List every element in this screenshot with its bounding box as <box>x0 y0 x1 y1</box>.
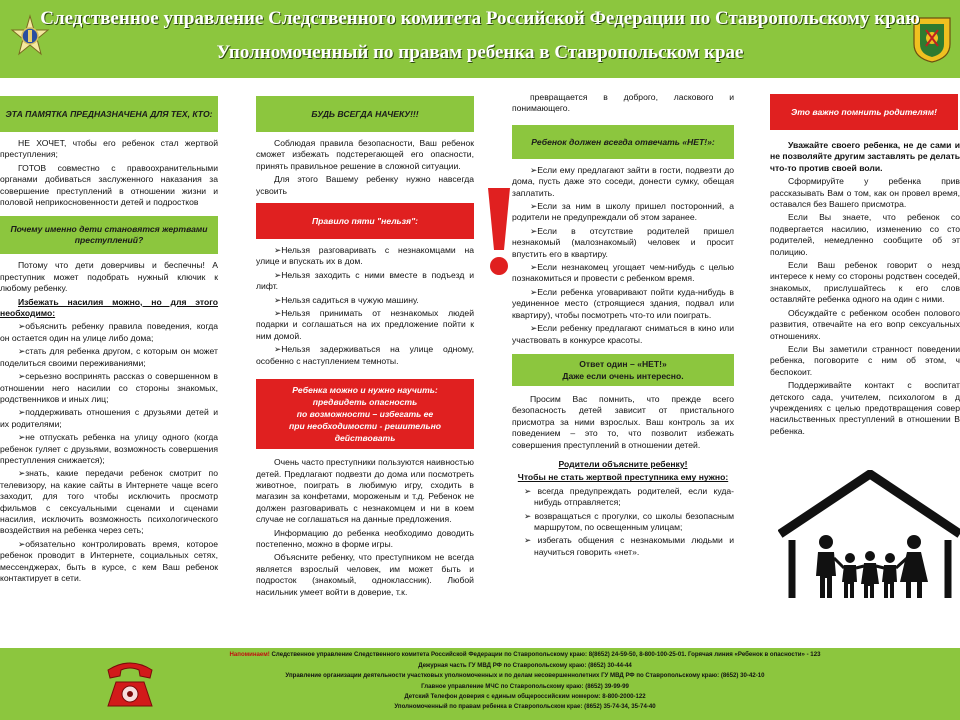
footer-line: Напоминаем! Следственное управление Следственного комитета Российской Федерации по Ставропольскому краю: 8(8652) 24-59-50, 8-800-100-25-01. Горячая линия «Ребенок в опасности» - 123 <box>229 651 821 658</box>
memo-paragraph: Поддерживайте контакт с воспитат детского сада, учителем, психологом в д учреждениях с целью предотвращения совер насильственных преступлений в отношении В ребенка. <box>770 380 960 436</box>
footer-line: Детский Телефон доверия с единым общероссийским номером: 8-800-2000-122 <box>404 693 646 700</box>
why-children-box: Почему именно дети становятся жертвами преступлений? <box>0 216 218 254</box>
column-1 <box>0 86 218 646</box>
memo-paragraph: Соблюдая правила безопасности, Ваш ребенок сможет избежать подстерегающей его опасности, принять правильное решение в сложной ситуации. <box>256 138 474 171</box>
memo-paragraph: превращается в доброго, ласкового и понимающего. <box>512 92 734 114</box>
list-item: ➢ избегать общения с незнакомыми людьми и научиться говорить «нет». <box>524 535 734 557</box>
red-telephone-icon <box>102 654 158 712</box>
footer-line: Уполномоченный по правам ребенка в Ставропольском крае: (8652) 35-74-34, 35-74-40 <box>394 703 656 710</box>
footer-line: Главное управление МЧС по Ставропольскому краю: (8652) 39-99-99 <box>421 683 629 690</box>
list-item: ➢Если ребенка уговаривают пойти куда-нибудь в уединенное место (строящиеся здания, подвал или квартиру), чтобы посмотреть что-то или поиграть. <box>512 286 734 320</box>
five-rules-box: Правило пяти "нельзя": <box>256 203 474 239</box>
memo-paragraph: Для этого Вашему ребенку нужно навсегда усвоить <box>256 174 474 196</box>
memo-paragraph: Обсуждайте с ребенком особен полового развития, отвечайте на его вопр сексуальных отношениях. <box>770 307 960 341</box>
memo-paragraph: Потому что дети доверчивы и беспечны! А преступник может подобрать нужный ключик к любому ребенку. <box>0 260 218 294</box>
memo-paragraph: НЕ ХОЧЕТ, чтобы его ребенок стал жертвой преступления; <box>0 138 218 160</box>
header-title-line1: Следственное управление Следственного комитета Российской Федерации по Ставропольскому краю <box>40 8 920 29</box>
list-item: ➢объяснить ребенку правила поведения, когда он остается один на улице либо дома; <box>0 321 218 343</box>
exclamation-icon <box>482 186 516 278</box>
memo-paragraph: ГОТОВ совместно с правоохранительными органами добиваться заслуженного наказания за совершение преступлений в отношении жизни и половой неприкосновенности детей и подростков <box>0 162 218 208</box>
list-item: ➢не отпускать ребенка на улицу одного (когда ребенок гуляет с друзьями, возможность совершения преступления снижается); <box>0 432 218 465</box>
list-item: ➢Нельзя садиться в чужую машину. <box>274 294 419 305</box>
teach-line: при необходимости - решительно <box>288 421 442 432</box>
list-item: ➢Нельзя заходить с ними вместе в подъезд и лифт. <box>256 269 474 292</box>
memo-heading: Родители объясните ребенку! <box>558 458 688 469</box>
teach-line: Ребенка можно и нужно научить: <box>292 385 438 396</box>
list-item: ➢Нельзя принимать от незнакомых людей подарки и соглашаться на их предложение пойти к ним домой. <box>256 308 474 341</box>
answer-line: Даже если очень интересно. <box>562 370 684 381</box>
memo-heading: Чтобы не стать жертвой преступника ему нужно: <box>517 472 729 483</box>
list-item: ➢ возвращаться с прогулки, со школы безопасным маршрутом, по освещенным улицам; <box>524 510 734 532</box>
be-alert-box: БУДЬ ВСЕГДА НАЧЕКУ!!! <box>256 96 474 132</box>
column-2 <box>256 86 474 646</box>
memo-paragraph: Информацию до ребенка необходимо доводить постепенно, можно в форме игры. <box>256 527 474 549</box>
column-3 <box>512 86 734 646</box>
list-item: ➢стать для ребенка другом, с которым он может поделиться своими переживаниями; <box>0 346 218 368</box>
memo-paragraph: Очень часто преступники пользуются наивностью детей. Предлагают подвезти до дома или посмотреть животное, поиграть в любимую игру, сходить в магазин за конфетами, мороженым и т.д. Ребенок не должен разговаривать с незнакомцем и ни в коем случае не соглашаться на данные предложения. <box>256 457 474 525</box>
list-item: ➢Если ребенку предлагают сниматься в кино или участвовать в конкурсе красоты. <box>512 323 734 345</box>
list-item: ➢обязательно контролировать время, которое ребенок проводит в Интернете, социальных сетях, мессенджерах, быть в курсе, с кем Ваш ребенок контактирует в сети. <box>0 538 218 583</box>
list-item: ➢Нельзя разговаривать с незнакомцами на улице и впускать их в дом. <box>256 245 474 267</box>
memo-paragraph: Уважайте своего ребенка, не де сами и не позволяйте другим заставлять ре делать что-то против своей воли. <box>770 140 960 173</box>
memo-paragraph: Если Вы заметили странност поведении ребенка, поговорите с ним об этом, ч беспокоит. <box>770 343 960 377</box>
memo-paragraph: Если Ваш ребенок говорит о незд интересе к нему со стороны родствен соседей, знакомых, прислушайтесь к его слов оставляйте ребенка одного на один с ними. <box>770 260 960 305</box>
teach-line: предвидеть опасность <box>312 397 418 408</box>
list-item: ➢Если ему предлагают зайти в гости, подвезти до дома, пусть даже это соседи, донести сумку, обещая заплатить. <box>512 164 734 198</box>
parents-remember-box: Это важно помнить родителям! <box>770 94 958 130</box>
memo-paragraph: Просим Вас помнить, что прежде всего безопасность детей зависит от пристального присмотра за ними взрослых. Ваш контроль за их поведением – это то, что позволит избежать совершения преступлений в отношении детей. <box>512 393 734 450</box>
list-item: ➢поддерживать отношения с друзьями детей и их родителями; <box>0 407 218 429</box>
memo-paragraph: Сформируйте у ребенка прив рассказывать Вам о том, как он провел время, оставался без Вашего присмотра. <box>770 176 960 210</box>
memo-paragraph: Объясните ребенку, что преступником не всегда является взрослый человек, им может быть и подросток (знакомый, одноклассник). Любой насильник умеет войти в доверие, т.к. <box>256 552 474 597</box>
header-title-line2: Уполномоченный по правам ребенка в Ставропольском крае <box>216 42 744 63</box>
list-item: ➢ всегда предупреждать родителей, если куда-нибудь отправляется; <box>524 485 734 508</box>
list-item: ➢знать, какие передачи ребенок смотрит по телевизору, на какие сайты в Интернете чаще всего заходит, для того чтобы исключить просмотр фильмов с сексуальными сценами и сценами насилия, исключить возможность психологического воздействия на ребенка через сеть; <box>0 468 218 536</box>
family-house-icon <box>778 470 960 600</box>
list-item: ➢Если незнакомец угощает чем-нибудь с целью познакомиться и провести с ребенком время. <box>512 262 734 284</box>
teach-line: действовать <box>334 433 396 444</box>
memo-paragraph: Если Вы знаете, что ребенок со подвергается насилию, изменению со сто родителей, немедленно сообщите об эт полицию. <box>770 212 960 257</box>
footer-contacts <box>0 648 960 720</box>
list-item: ➢серьезно воспринять рассказ о совершенном в отношении него насилии со стороны знакомых, родственников и иных лиц; <box>0 371 218 404</box>
answer-no-box <box>512 354 734 386</box>
header-banner <box>0 0 960 78</box>
memo-intro-box: ЭТА ПАМЯТКА ПРЕДНАЗНАЧЕНА ДЛЯ ТЕХ, КТО: <box>0 96 218 132</box>
memo-heading: Избежать насилия можно, но для этого необходимо: <box>0 296 218 319</box>
teach-child-box <box>256 379 474 449</box>
answer-line: Ответ один – «НЕТ!» <box>579 358 667 369</box>
footer-line: Дежурная часть ГУ МВД РФ по Ставропольскому краю: (8652) 30-44-44 <box>418 662 632 669</box>
list-item: ➢Нельзя задерживаться на улице одному, особенно с наступлением темноты. <box>256 344 474 366</box>
list-item: ➢Если за ним в школу пришел посторонний, а родители не предупреждали об этом заранее. <box>512 201 734 223</box>
footer-line: Управление организации деятельности участковых уполномоченных и по делам несовершеннолетних ГУ МВД РФ по Ставропольскому краю: (8652) 30-42-10 <box>285 672 765 679</box>
list-item: ➢Если в отсутствие родителей пришел незнакомый (малознакомый) человек и просит впустить его в квартиру. <box>512 225 734 259</box>
say-no-box: Ребенок должен всегда отвечать «НЕТ!»: <box>512 125 734 159</box>
teach-line: по возможности – избегать ее <box>296 409 434 420</box>
